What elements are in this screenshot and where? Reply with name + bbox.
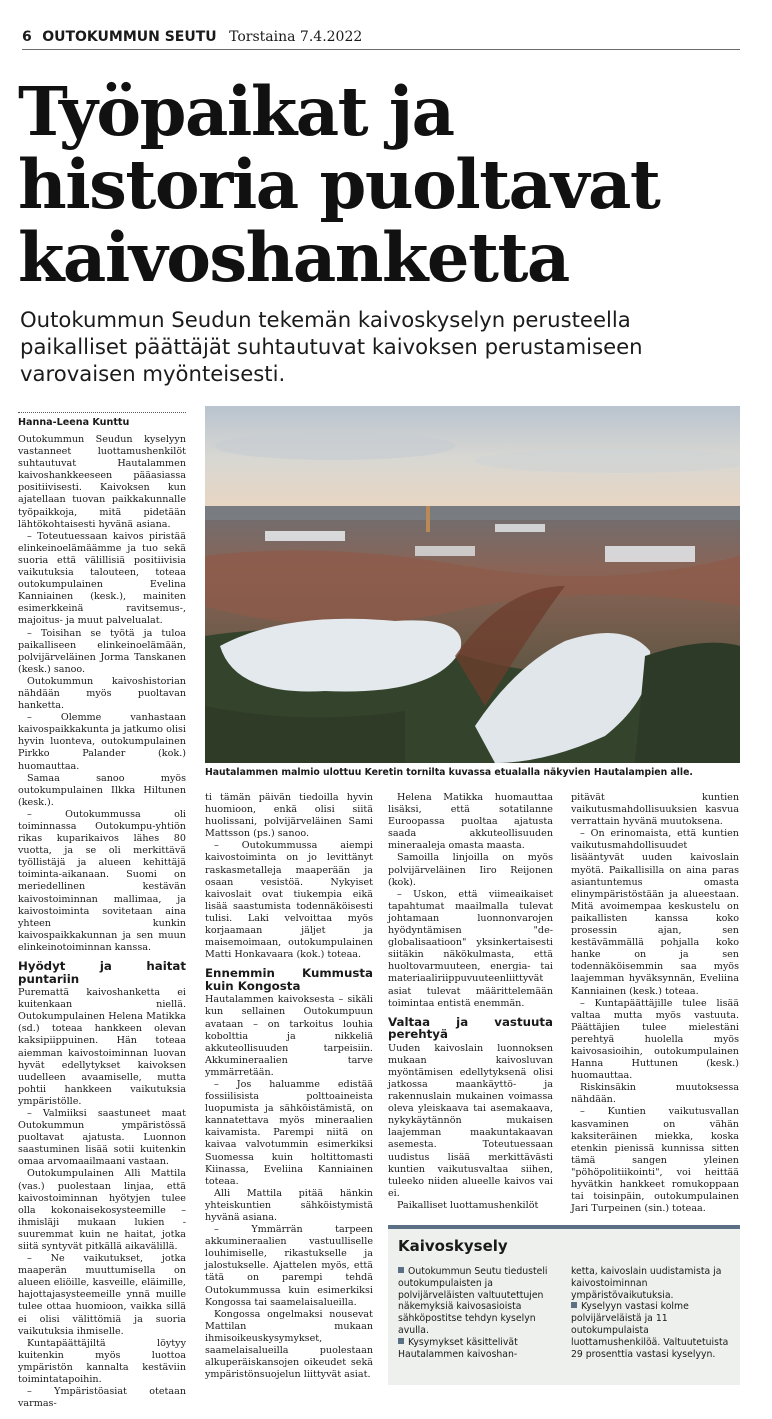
body-paragraph: – Kuntapäättäjille tulee lisää valtaa mutta myös vastuuta. Päättäjien tulee mielestäni perehtyä huolella myös kaivosasioihin, outokumpulainen Hanna Huttunen (kesk.) huomauttaa. (571, 997, 739, 1082)
body-paragraph: – Ne vaikutukset, jotka maaperän muuttumisella on alueen eliöille, kasveille, eläimille, hajottajasysteemeille ynnä muille tulee ottaa huomioon, vaikka sillä ei olisi välittömiä ja suoria vaikutuksia ihmiselle. (18, 1253, 186, 1337)
factbox-column-1 (398, 1266, 558, 1360)
body-paragraph: Uuden kaivoslain luonnoksen mukaan kaivosluvan myöntämisen edellytyksenä olisi jatkossa maankäyttö- ja rakennuslain mukainen voimassa oleva yleiskaava tai asemakaava, nykykäytännön mukaisen laajemman maakuntakaavan asemesta. Toteutuessaan uudistus lisää merkittävästi kuntien vaikutusvaltaa siihen, tuleeko niiden alueelle kaivos vai ei. (388, 1042, 553, 1199)
factbox-item: Kyselyyn vastasi kolme polvijärveläistä ja 11 outokumpulaista luottamushenkilöä. Valtuutetuista 29 prosenttia vastasi kyselyyn. (571, 1301, 729, 1360)
article-column-3 (388, 792, 553, 1212)
factbox-column-2 (571, 1266, 735, 1360)
body-paragraph: Outokummun kaivoshistorian nähdään myös puoltavan hanketta. (18, 675, 186, 712)
article-column-1 (18, 434, 186, 1410)
body-paragraph: – Toteutuessaan kaivos piristää elinkeinoelämäämme ja tuo sekä suoria että välillisiä positiivisia vaikutuksia talouteen, toteaa outokumpulainen Evelina Kanniainen (kesk.), mainiten esimerkkeinä ravitsemus-, majoitus- ja muut palvelualat. (18, 530, 186, 627)
lead-line: Outokummun Seudun tekemän kaivoskyselyn perusteella (20, 307, 631, 332)
bullet-square-icon (398, 1267, 404, 1273)
body-paragraph: Hautalammen kaivoksesta – sikäli kun sellainen Outokumpuun avataan – on tarkoitus louhia kobolttia ja nikkeliä akkuteollisuuden tarpeisiin. Akkumineraalien tarve ymmärretään. (205, 994, 373, 1078)
body-paragraph: – Jos haluamme edistää fossiilisista polttoaineista luopumista ja sähköistämistä, on kannatettava myös mineraalien kaivamista. Parempi niitä on kaivaa valvotummin esimerkiksi Suomessa kuin holtittomasti Kiinassa, Eveliina Kanniainen toteaa. (205, 1078, 373, 1187)
lead-line: paikalliset päättäjät suhtautuvat kaivoksen perustamiseen (20, 334, 643, 359)
article-column-2 (205, 792, 373, 1381)
body-paragraph: – Kuntien vaikutusvallan kasvaminen on vähän kaksiteräinen miekka, koska etenkin pienissä kunnissa sitten tämä sangen yleinen "pöhöpolitiikointi", voi heittää hyvätkin hankkeet romukoppaan tai toisinpäin, outokumpulainen Jari Turpeinen (sin.) toteaa. (571, 1106, 739, 1215)
headline (18, 72, 748, 297)
body-paragraph: – Uskon, että viimeaikaiset tapahtumat maailmalla tulevat johtamaan luonnonvarojen hyödyntämisen "de-globalisaatioon" yksinkertaisesti siitäkin näkökulmasta, että huoltovarmuuteen, energia- tai materiaaliriippuvuuteenliittyvät asiat tulevat määrittelemään toimintaa entistä enemmän. (388, 888, 553, 1009)
factbox-title: Kaivoskysely (398, 1237, 508, 1255)
body-paragraph: – Valmiiksi saastuneet maat Outokummun ympäristössä puoltavat ajatusta. Luonnon saastuminen lisää sotii kuitenkin omaa arvomaailmaani vastaan. (18, 1107, 186, 1168)
photo-caption: Hautalammen malmio ulottuu Keretin tornilta kuvassa etualalla näkyvien Hautalampien alle. (205, 767, 693, 778)
page-folio (22, 29, 362, 45)
factbox-accent-bar (388, 1225, 740, 1229)
body-paragraph: pitävät kuntien vaikutusmahdollisuuksien kasvua verrattain hyvänä muutoksena. (571, 792, 739, 828)
body-paragraph: Alli Mattila pitää hänkin yhteiskuntien sähköistymistä hyvänä asiana. (205, 1187, 373, 1223)
subheading: Valtaa ja vastuuta perehtyä (388, 1014, 553, 1042)
article-column-4 (571, 792, 739, 1215)
body-paragraph: – On erinomaista, että kuntien vaikutusmahdollisuudet lisääntyvät uuden kaivoslain myötä. Paikallisilla on aina paras asiantuntemus omasta elinympäristöstään ja alueestaan. Mitä avoimempaa keskustelu on paikallisten kanssa koko prosessin ajan, sen kestävämmällä pohjalla koko hanke on ja sen todennäköisemmin saa myös laajemman hyväksynnän, Eveliina Kanniainen (kesk.) toteaa. (571, 828, 739, 997)
body-paragraph: Paikalliset luottamushenkilöt (397, 1199, 539, 1211)
body-paragraph: – Ymmärrän tarpeen akkumineraalien vastuulliselle louhimiselle, rikastukselle ja jalostukselle. Ajattelen myös, että tätä on parempi tehdä Outokummussa kuin esimerkiksi Kongossa tai saamelaisalueilla. (205, 1224, 373, 1308)
byline-rule (18, 412, 186, 413)
page-number: 6 (22, 29, 32, 45)
factbox-item: Outokummun Seutu tiedusteli outokumpulaisten ja polvijärveläisten valtuutettujen näkemyksiä kaivosasioista sähköpostitse tehdyn kyselyn avulla. (398, 1266, 548, 1336)
aerial-photo (205, 406, 740, 763)
factbox-item: Kysymykset käsittelivät Hautalammen kaivoshan- (398, 1336, 518, 1360)
body-paragraph: Riskinsäkin muutoksessa nähdään. (571, 1082, 739, 1106)
subheading: Ennemmin Kummusta kuin Kongosta (205, 966, 373, 993)
subheading: Hyödyt ja haitat puntariin (18, 959, 186, 986)
aerial-photo-image (205, 406, 740, 763)
body-paragraph: – Outokummussa aiempi kaivostoiminta on jo levittänyt raskasmetalleja maaperään ja osaan vesistöä. Nykyiset kaivoslait ovat tiukempia eikä lisää saastumista todennäköisesti tulisi. Laki velvoittaa myös korjaamaan jäljet ja maisemoimaan, outokumpulainen Matti Honkavaara (kok.) toteaa. (205, 840, 373, 961)
headline-line: Työpaikat ja (18, 72, 454, 151)
bullet-square-icon (398, 1338, 404, 1344)
body-paragraph: Kongossa ongelmaksi nousevat Mattilan mukaan ihmisoikeuskysymykset, saamelaisalueilla puolestaan alkuperäiskansojen oikeudet sekä ympäristönsuojelun liittyvät asiat. (205, 1308, 373, 1381)
body-paragraph: Kuntapäättäjiltä löytyy kuitenkin myös luottoa ympäristön kannalta kestäviin toimintatapoihin. (18, 1337, 186, 1386)
body-paragraph: Outokummun Seudun kyselyyn vastanneet luottamushenkilöt suhtautuvat Hautalammen kaivoshankkeeseen pääasiassa positiivisesti. Kaivoksen kun ajatellaan tuovan paikkakunnalle työpaikkoja, mitä pidetään lähtökohtaisesti hyvänä asiana. (18, 434, 186, 530)
issue-date: Torstaina 7.4.2022 (229, 29, 363, 45)
body-paragraph: – Olemme vanhastaan kaivospaikkakunta ja jatkumo olisi hyvin luonteva, outokumpulainen Pirkko Palander (kok.) huomauttaa. (18, 712, 186, 772)
lead-line: varovaisen myönteisesti. (20, 361, 286, 386)
body-paragraph: – Ympäristöasiat otetaan varmas- (18, 1386, 186, 1410)
body-paragraph: ti tämän päivän tiedoilla hyvin huomioon, enkä olisi siitä huolissani, polvijärveläinen Sami Mattsson (ps.) sanoo. (205, 792, 373, 840)
body-paragraph: Outokumpulainen Alli Mattila (vas.) puolestaan linjaa, että kaivostoiminnan hyötyjen tulee olla kokonaisekosysteemille – ihmisläji mukaan lukien - suuremmat kuin ne haitat, jotka siitä syntyvät pitkällä aikavälillä. (18, 1168, 186, 1252)
factbox-item: ketta, kaivoslain uudistamista ja kaivostoiminnan ympäristövaikutuksia. (571, 1266, 722, 1301)
headline-line: historia puoltavat (18, 145, 660, 224)
body-paragraph: Samoilla linjoilla on myös polvijärveläinen Iiro Reijonen (kok). (388, 852, 553, 888)
header-rule (22, 49, 740, 50)
newspaper-name: OUTOKUMMUN SEUTU (42, 29, 217, 45)
lead-paragraph (20, 306, 740, 387)
body-paragraph: Samaa sanoo myös outokumpulainen Ilkka Hiltunen (kesk.). (18, 772, 186, 808)
body-paragraph: Helena Matikka huomauttaa lisäksi, että sotatilanne Euroopassa puoltaa ajatusta saada akkuteollisuuden mineraaleja omasta maasta. (388, 792, 553, 852)
bullet-square-icon (571, 1302, 577, 1308)
body-paragraph: – Outokummussa oli toiminnassa Outokumpu-yhtiön rikas kuparikaivos lähes 80 vuotta, ja se oli merkittävä työllistäjä ja alueen kehittäjä toiminta-aikanaan. Suomi on meriedellinen kestävän kaivostoiminnan mallimaa, ja kaivostoiminta sovitetaan aina yhteen kunkin kaivospaikkakunnan ja sen muun elinkeinotoiminnan kanssa. (18, 808, 186, 953)
headline-line: kaivoshanketta (18, 218, 569, 297)
byline: Hanna-Leena Kunttu (18, 417, 130, 428)
body-paragraph: – Toisihan se työtä ja tuloa paikalliseen elinkeinoelämään, polvijärveläinen Jorma Tanskanen (kesk.) sanoo. (18, 627, 186, 675)
body-paragraph: Puremattä kaivoshanketta ei kuitenkaan niellä. Outokumpulainen Helena Matikka (sd.) toteaa hankkeen olevan kaksipiippuinen. Hän toteaa aiemman kaivostoiminnan luovan hyvät edellytykset kaivoksen uudelleen avaamiselle, mutta pohtii hankkeen vaikutuksia ympäristölle. (18, 987, 186, 1107)
